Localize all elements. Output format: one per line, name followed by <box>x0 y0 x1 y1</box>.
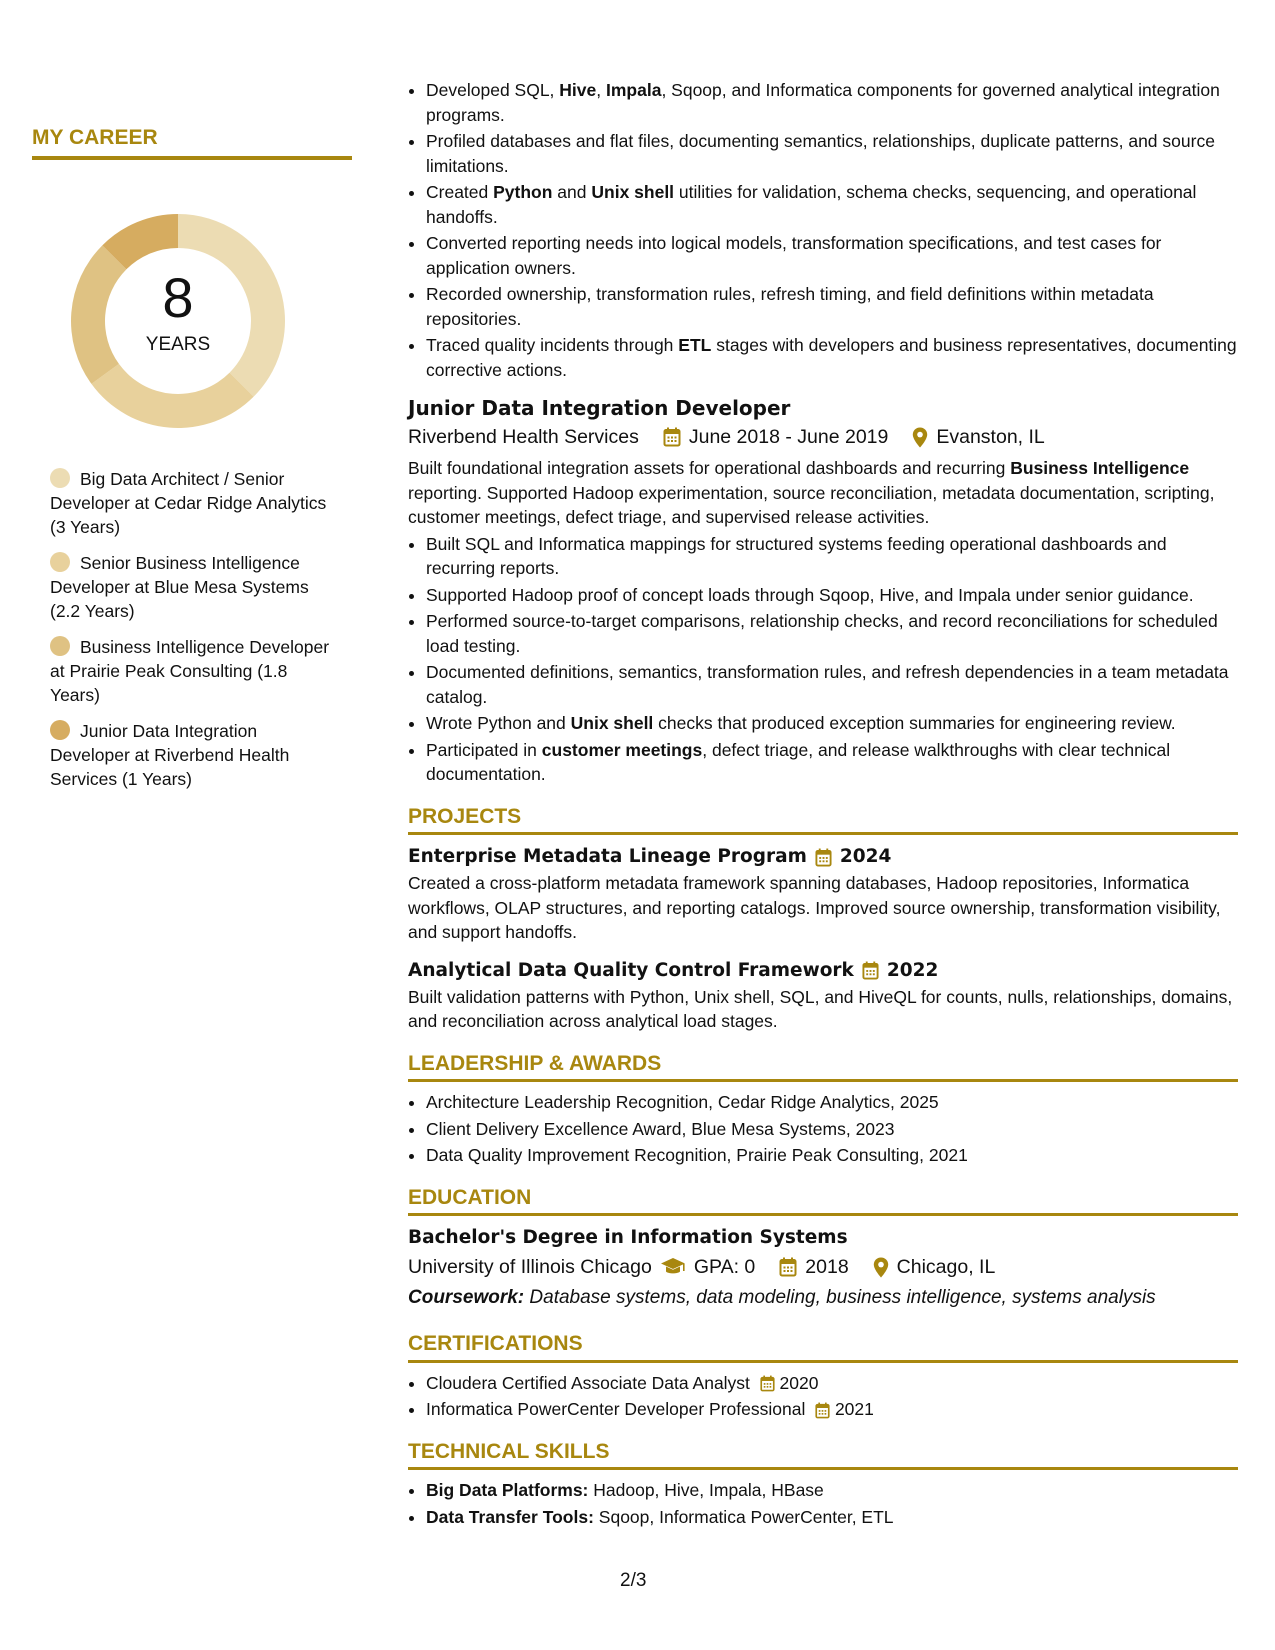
certification-item <box>426 1397 1238 1422</box>
project-title: Analytical Data Quality Control Framework <box>408 959 854 981</box>
calendar-icon <box>862 961 879 980</box>
legend-label: Junior Data Integration Developer at Riverbend Health Services (1 Years) <box>50 721 290 789</box>
career-heading: MY CAREER <box>32 126 352 160</box>
donut-segment <box>91 364 253 428</box>
legend-dot <box>50 636 70 656</box>
certifications-list <box>408 1371 1238 1422</box>
job-bullets <box>408 532 1238 787</box>
certification-year: 2020 <box>779 1372 819 1393</box>
bullet-item: • Profiled databases and flat files, documenting semantics, relationships, duplicate patterns, and source limitations. <box>426 129 1238 178</box>
bullet-item: • Documented definitions, semantics, transformation rules, and refresh dependencies in a team metadata catalog. <box>426 660 1238 709</box>
legend-item <box>50 467 340 539</box>
calendar-icon <box>760 1375 775 1392</box>
legend-label: Senior Business Intelligence Developer at Blue Mesa Systems (2.2 Years) <box>50 553 309 621</box>
award-item: • Client Delivery Excellence Award, Blue Mesa Systems, 2023 <box>426 1117 1238 1142</box>
skills-heading: TECHNICAL SKILLS <box>408 1440 1238 1471</box>
calendar-icon <box>779 1257 797 1277</box>
bullet-item: • Supported Hadoop proof of concept loads through Sqoop, Hive, and Impala under senior guidance. <box>426 583 1238 608</box>
project-year: 2024 <box>839 846 892 867</box>
career-donut-chart <box>62 205 294 437</box>
projects-heading: PROJECTS <box>408 805 1238 836</box>
legend-dot <box>50 720 70 740</box>
donut-segment <box>178 214 285 397</box>
legend-item <box>50 551 340 623</box>
award-item: • Data Quality Improvement Recognition, Prairie Peak Consulting, 2021 <box>426 1143 1238 1168</box>
education-coursework: Coursework: Database systems, data modeling, business intelligence, systems analysis <box>408 1287 1156 1308</box>
education-degree: Bachelor's Degree in Information Systems <box>408 1227 848 1248</box>
legend-label: Big Data Architect / Senior Developer at Cedar Ridge Analytics (3 Years) <box>50 469 327 537</box>
skill-item: • Data Transfer Tools: Sqoop, Informatica PowerCenter, ETL <box>426 1505 1238 1530</box>
project-item <box>408 957 1238 1034</box>
project-year: 2022 <box>886 959 939 981</box>
education-meta <box>408 1252 1238 1282</box>
award-item: • Architecture Leadership Recognition, Cedar Ridge Analytics, 2025 <box>426 1090 1238 1115</box>
job-company: Riverbend Health Services <box>408 426 639 448</box>
location-pin-icon <box>873 1257 889 1278</box>
page-number: 2/3 <box>620 1570 647 1591</box>
legend-label: Business Intelligence Developer at Prairie Peak Consulting (1.8 Years) <box>50 637 330 705</box>
calendar-icon <box>663 427 681 447</box>
bullet-item: • Wrote Python and Unix shell checks that produced exception summaries for engineering review. <box>426 711 1238 736</box>
bullet-item: • Recorded ownership, transformation rules, refresh timing, and field definitions within metadata repositories. <box>426 282 1238 331</box>
education-location: Chicago, IL <box>896 1256 996 1278</box>
job-location: Evanston, IL <box>936 426 1045 448</box>
education-school: University of Illinois Chicago <box>408 1256 652 1278</box>
awards-heading: LEADERSHIP & AWARDS <box>408 1052 1238 1083</box>
bullet-item: • Converted reporting needs into logical models, transformation specifications, and test cases for application owners. <box>426 231 1238 280</box>
bullet-item: • Created Python and Unix shell utilities for validation, schema checks, sequencing, and operational handoffs. <box>426 180 1238 229</box>
certification-item <box>426 1371 1238 1396</box>
bullet-item: • Participated in customer meetings, defect triage, and release walkthroughs with clear technical documentation. <box>426 738 1238 787</box>
career-total-unit: YEARS <box>145 334 211 355</box>
calendar-icon <box>815 848 832 867</box>
main-content <box>408 78 1238 1531</box>
job-dates: June 2018 - June 2019 <box>688 426 889 448</box>
certification-year: 2021 <box>834 1399 874 1419</box>
legend-dot <box>50 552 70 572</box>
education-heading: EDUCATION <box>408 1186 1238 1217</box>
bullet-item: • Built SQL and Informatica mappings for structured systems feeding operational dashboards and recurring reports. <box>426 532 1238 581</box>
bullet-item: • Developed SQL, Hive, Impala, Sqoop, and Informatica components for governed analytical integration programs. <box>426 78 1238 127</box>
awards-list <box>408 1090 1238 1168</box>
location-pin-icon <box>912 427 928 448</box>
legend-item <box>50 719 340 791</box>
project-item <box>408 843 1238 945</box>
education-year: 2018 <box>805 1256 849 1278</box>
skill-item: • Big Data Platforms: Hadoop, Hive, Impala, HBase <box>426 1478 1238 1503</box>
bullet-item: • Performed source-to-target comparisons, relationship checks, and record reconciliations for scheduled load testing. <box>426 609 1238 658</box>
job-meta <box>408 422 1238 452</box>
donut-segment <box>71 245 126 384</box>
graduation-cap-icon <box>660 1257 686 1277</box>
previous-job-bullets <box>408 78 1238 382</box>
skills-list <box>408 1478 1238 1529</box>
legend-item <box>50 635 340 707</box>
project-description: Built validation patterns with Python, Unix shell, SQL, and HiveQL for counts, nulls, relationships, domains, and reconciliation across analytical load stages. <box>408 986 1233 1031</box>
certification-name: Informatica PowerCenter Developer Professional <box>426 1399 806 1419</box>
education-gpa: GPA: 0 <box>693 1256 756 1278</box>
certification-name: Cloudera Certified Associate Data Analyst <box>426 1372 750 1393</box>
bullet-item: • Traced quality incidents through ETL stages with developers and business representatives, documenting corrective actions. <box>426 333 1238 382</box>
calendar-icon <box>815 1402 830 1419</box>
project-title: Enterprise Metadata Lineage Program <box>408 846 807 867</box>
job-summary: Built foundational integration assets for operational dashboards and recurring Business Intelligence reporting. Supported Hadoop experimentation, source reconciliation, metadata documentation, scripting, customer meetings, defect triage, and supervised release activities. <box>408 458 1215 527</box>
career-total-number: 8 <box>162 266 194 329</box>
legend-dot <box>50 468 70 488</box>
project-description: Created a cross-platform metadata framework spanning databases, Hadoop repositories, Informatica workflows, OLAP structures, and reporting catalogs. Improved source ownership, transformation visibility, and support handoffs. <box>408 873 1221 942</box>
certifications-heading: CERTIFICATIONS <box>408 1332 1238 1363</box>
job-title: Junior Data Integration Developer <box>408 396 791 420</box>
career-legend <box>50 467 340 803</box>
